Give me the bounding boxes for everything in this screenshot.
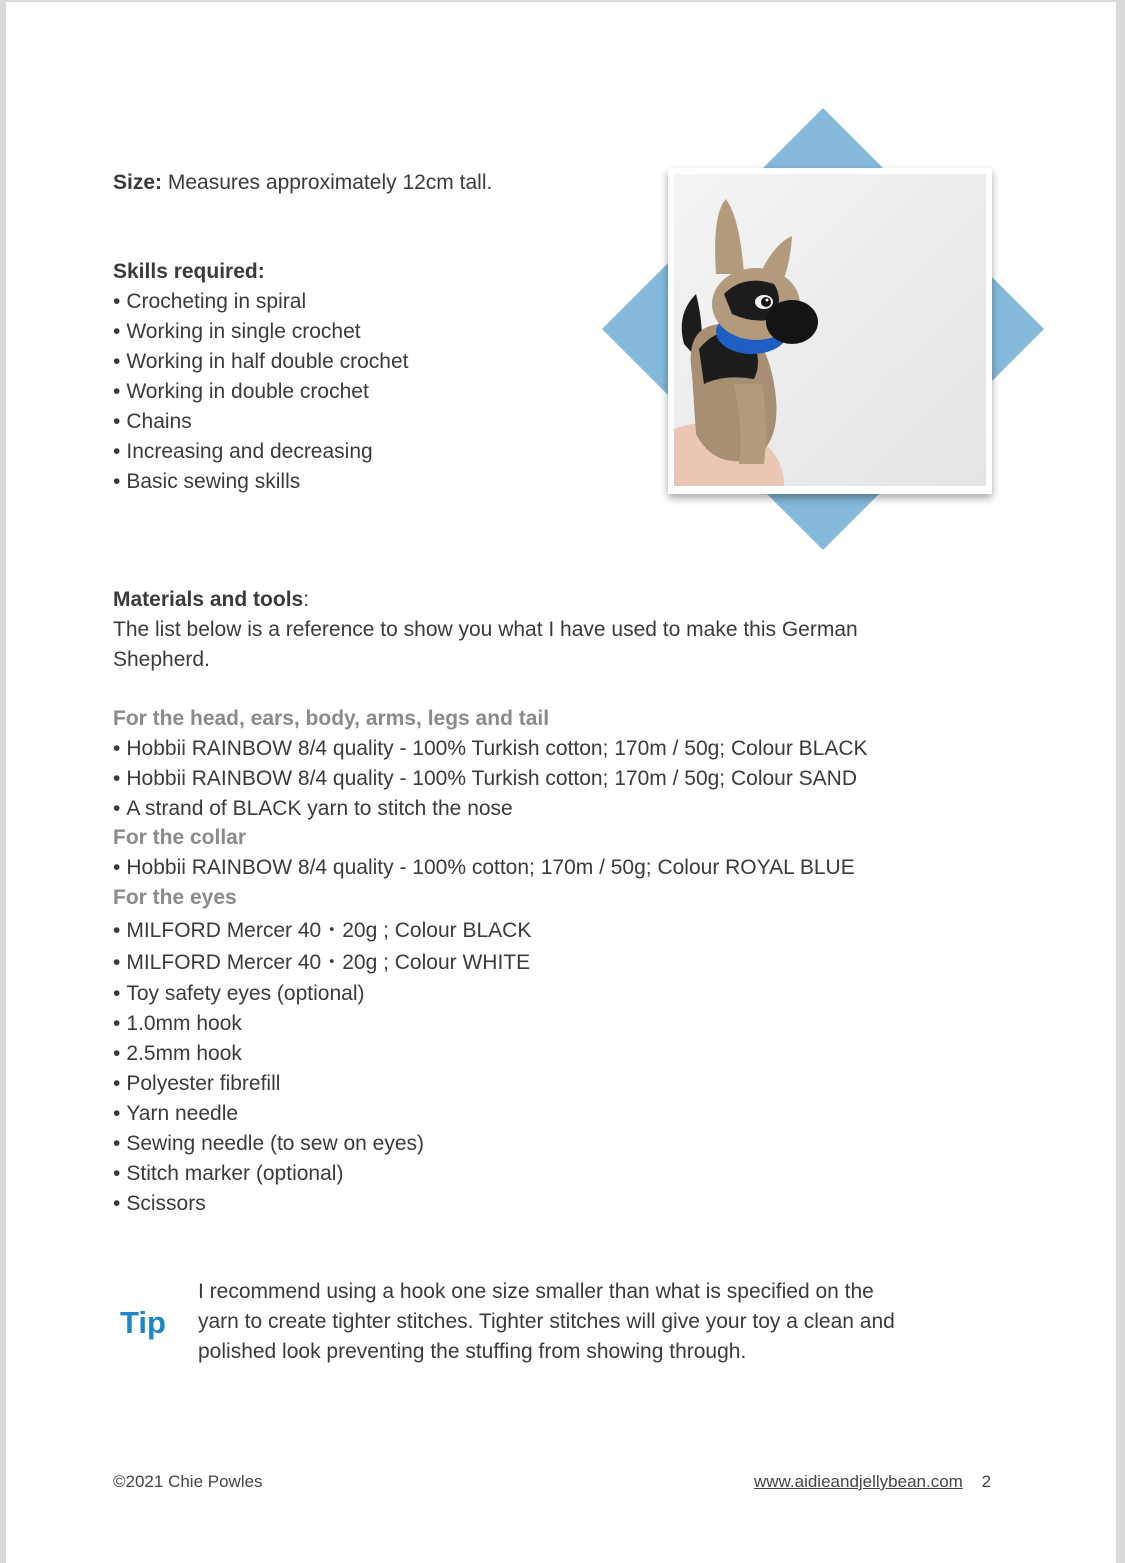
list-item: • 2.5mm hook bbox=[113, 1039, 531, 1069]
size-line bbox=[113, 168, 492, 198]
skills-heading: Skills required: bbox=[113, 260, 265, 283]
section-collar-heading: For the collar bbox=[113, 826, 247, 849]
list-item: • Polyester fibrefill bbox=[113, 1069, 531, 1099]
list-item: • Chains bbox=[113, 407, 408, 437]
list-item: • MILFORD Mercer 40・20g ; Colour WHITE bbox=[113, 947, 531, 979]
list-item: • MILFORD Mercer 40・20g ; Colour BLACK bbox=[113, 915, 531, 947]
tip-line1: I recommend using a hook one size smaller than what is specified on the bbox=[198, 1280, 874, 1303]
list-item: • Hobbii RAINBOW 8/4 quality - 100% Turkish cotton; 170m / 50g; Colour SAND bbox=[113, 764, 868, 794]
tip-line2: yarn to create tighter stitches. Tighter stitches will give your toy a clean and bbox=[198, 1310, 895, 1333]
photo-frame bbox=[668, 168, 992, 494]
section-eyes-list bbox=[113, 915, 531, 1219]
copyright: ©2021 Chie Powles bbox=[113, 1472, 263, 1491]
list-item: • Working in single crochet bbox=[113, 317, 408, 347]
list-item: • Hobbii RAINBOW 8/4 quality - 100% cotton; 170m / 50g; Colour ROYAL BLUE bbox=[113, 853, 855, 883]
section-eyes-heading: For the eyes bbox=[113, 886, 237, 909]
size-text: Measures approximately 12cm tall. bbox=[162, 171, 493, 194]
website-link[interactable]: www.aidieandjellybean.com bbox=[754, 1472, 963, 1491]
list-item: • Toy safety eyes (optional) bbox=[113, 979, 531, 1009]
tip-line3: polished look preventing the stuffing from showing through. bbox=[198, 1340, 747, 1363]
materials-heading-line bbox=[113, 585, 309, 615]
section-head-heading: For the head, ears, body, arms, legs and tail bbox=[113, 707, 550, 730]
list-item: • Scissors bbox=[113, 1189, 531, 1219]
materials-intro-line1: The list below is a reference to show you what I have used to make this German bbox=[113, 618, 858, 641]
list-item: • Sewing needle (to sew on eyes) bbox=[113, 1129, 531, 1159]
materials-colon: : bbox=[303, 588, 310, 611]
footer-right bbox=[754, 1472, 991, 1492]
list-item: • Working in half double crochet bbox=[113, 347, 408, 377]
section-collar-list bbox=[113, 853, 855, 883]
list-item: • Stitch marker (optional) bbox=[113, 1159, 531, 1189]
list-item: • Working in double crochet bbox=[113, 377, 408, 407]
page-number: 2 bbox=[981, 1472, 992, 1491]
list-item: • Hobbii RAINBOW 8/4 quality - 100% Turkish cotton; 170m / 50g; Colour BLACK bbox=[113, 734, 868, 764]
list-item: • Crocheting in spiral bbox=[113, 287, 408, 317]
list-item: • Basic sewing skills bbox=[113, 467, 408, 497]
document-page bbox=[6, 2, 1116, 1563]
tip-label: Tip bbox=[120, 1305, 166, 1340]
crochet-german-shepherd-photo-icon bbox=[674, 174, 986, 486]
size-label: Size: bbox=[113, 171, 163, 194]
materials-intro-line2: Shepherd. bbox=[113, 648, 210, 671]
list-item: • 1.0mm hook bbox=[113, 1009, 531, 1039]
materials-heading: Materials and tools bbox=[113, 588, 304, 611]
section-head-list bbox=[113, 734, 868, 824]
skills-list bbox=[113, 287, 408, 497]
list-item: • Increasing and decreasing bbox=[113, 437, 408, 467]
list-item: • Yarn needle bbox=[113, 1099, 531, 1129]
list-item: • A strand of BLACK yarn to stitch the nose bbox=[113, 794, 868, 824]
